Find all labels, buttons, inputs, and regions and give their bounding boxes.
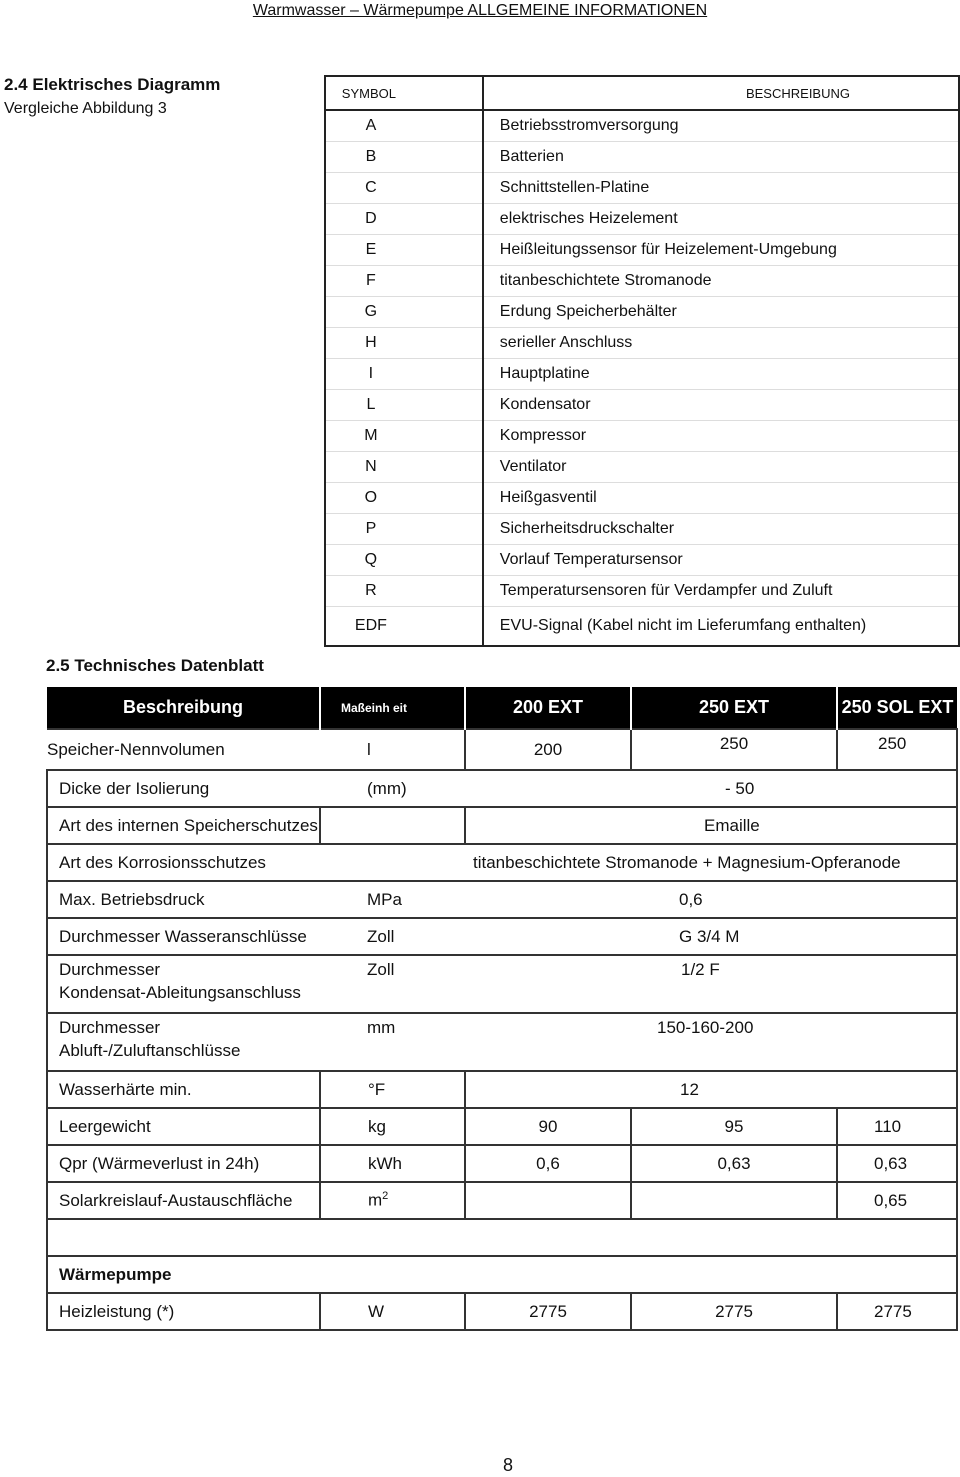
table-row [325, 576, 959, 607]
row-label-line-1: Durchmesser [59, 1018, 161, 1037]
row-label: Dicke der Isolierung [47, 770, 320, 807]
row-value: 150-160-200 [465, 1013, 957, 1071]
row-label: Heizleistung (*) [47, 1293, 320, 1330]
row-value: G 3/4 M [465, 918, 957, 955]
row-unit: l [320, 729, 465, 770]
table-row [47, 1182, 957, 1219]
table-row [325, 328, 959, 359]
table-row [325, 142, 959, 173]
row-section-label: Wärmepumpe [47, 1256, 957, 1293]
symbol-column-header: SYMBOL [325, 76, 483, 110]
row-value-250-sol: 0,65 [837, 1182, 957, 1219]
table-row [47, 1256, 957, 1293]
datasheet-header-row [47, 687, 957, 729]
header-250-sol-ext: 250 SOL EXT [837, 687, 957, 729]
row-value-250: 0,63 [631, 1145, 837, 1182]
symbol-cell: G [325, 297, 483, 328]
row-label: Art des internen Speicherschutzes [47, 807, 320, 844]
symbol-cell: D [325, 204, 483, 235]
row-unit: mm [320, 1013, 465, 1071]
row-label [47, 1013, 320, 1071]
description-cell: Schnittstellen-Platine [483, 173, 959, 204]
description-cell: Erdung Speicherbehälter [483, 297, 959, 328]
row-label-line-2: Abluft-/Zuluftanschlüsse [59, 1041, 241, 1060]
table-row [325, 266, 959, 297]
row-value-250: 250 [631, 729, 837, 770]
table-row [47, 770, 957, 807]
section-subtitle: Vergleiche Abbildung 3 [4, 100, 167, 117]
description-cell: Kondensator [483, 390, 959, 421]
table-row [47, 1108, 957, 1145]
table-row [47, 844, 957, 881]
row-label [47, 955, 320, 1013]
table-row [325, 235, 959, 266]
row-value: titanbeschichtete Stromanode + Magnesium-Opferanode [465, 844, 957, 881]
description-cell: Vorlauf Temperatursensor [483, 545, 959, 576]
row-unit [320, 1182, 465, 1219]
table-row [47, 918, 957, 955]
symbol-cell: B [325, 142, 483, 173]
table-row [47, 1071, 957, 1108]
description-cell: Ventilator [483, 452, 959, 483]
table-row [47, 1145, 957, 1182]
description-cell: Betriebsstromversorgung [483, 110, 959, 142]
table-row [325, 173, 959, 204]
row-label: Art des Korrosionsschutzes [47, 844, 320, 881]
row-label: Leergewicht [47, 1108, 320, 1145]
header-250-ext: 250 EXT [631, 687, 837, 729]
description-cell: Heißleitungssensor für Heizelement-Umgebung [483, 235, 959, 266]
symbol-cell: I [325, 359, 483, 390]
row-value-200: 0,6 [465, 1145, 631, 1182]
header-200-ext: 200 EXT [465, 687, 631, 729]
row-label: Speicher-Nennvolumen [47, 729, 320, 770]
row-value: Emaille [465, 807, 957, 844]
row-label: Durchmesser Wasseranschlüsse [47, 918, 320, 955]
description-cell: titanbeschichtete Stromanode [483, 266, 959, 297]
table-row [325, 110, 959, 142]
description-cell: Batterien [483, 142, 959, 173]
row-value-250: 95 [631, 1108, 837, 1145]
page-header: Warmwasser – Wärmepumpe ALLGEMEINE INFORMATIONEN [252, 2, 708, 19]
row-label: Wasserhärte min. [47, 1071, 320, 1108]
row-value-250-sol: 250 [837, 729, 957, 770]
symbol-cell: E [325, 235, 483, 266]
symbol-table-body [325, 110, 959, 646]
row-unit: °F [320, 1071, 465, 1108]
table-row [325, 390, 959, 421]
row-value: 0,6 [465, 881, 957, 918]
description-column-header: BESCHREIBUNG [483, 76, 959, 110]
row-unit: (mm) [320, 770, 465, 807]
symbol-cell: P [325, 514, 483, 545]
row-value-200: 2775 [465, 1293, 631, 1330]
section-title-datasheet: 2.5 Technisches Datenblatt [46, 656, 264, 675]
row-label-line-1: Durchmesser [59, 960, 161, 979]
row-value: - 50 [465, 770, 957, 807]
table-row [325, 204, 959, 235]
table-row [325, 545, 959, 576]
table-row [325, 359, 959, 390]
row-unit: Zoll [320, 955, 465, 1013]
table-row [47, 729, 957, 770]
symbol-cell: F [325, 266, 483, 297]
table-row [47, 807, 957, 844]
symbol-cell: M [325, 421, 483, 452]
row-value-250-sol: 110 [837, 1108, 957, 1145]
symbol-cell: C [325, 173, 483, 204]
table-row [325, 297, 959, 328]
table-row [47, 881, 957, 918]
row-label: Qpr (Wärmeverlust in 24h) [47, 1145, 320, 1182]
description-cell: Hauptplatine [483, 359, 959, 390]
row-unit: kWh [320, 1145, 465, 1182]
description-cell: Kompressor [483, 421, 959, 452]
row-value-250: 2775 [631, 1293, 837, 1330]
row-value: 12 [465, 1071, 957, 1108]
symbol-cell: O [325, 483, 483, 514]
table-row [325, 452, 959, 483]
table-row [47, 1293, 957, 1330]
row-unit: Zoll [320, 918, 465, 955]
table-row [47, 1013, 957, 1071]
description-cell: Sicherheitsdruckschalter [483, 514, 959, 545]
row-value-200: 200 [465, 729, 631, 770]
unit-superscript: 2 [382, 1190, 389, 1203]
row-label-line-2: Kondensat-Ableitungsanschluss [59, 983, 301, 1002]
row-value: 1/2 F [465, 955, 957, 1013]
table-row [325, 514, 959, 545]
table-row [325, 483, 959, 514]
section-title-electrical-diagram: 2.4 Elektrisches Diagramm [4, 75, 221, 94]
table-row [325, 421, 959, 452]
description-cell: elektrisches Heizelement [483, 204, 959, 235]
table-row [325, 607, 959, 647]
symbol-cell: N [325, 452, 483, 483]
symbol-cell: A [325, 110, 483, 142]
row-value-200: 90 [465, 1108, 631, 1145]
header-description: Beschreibung [47, 687, 320, 729]
header-unit: Maßeinh eit [320, 687, 465, 729]
symbol-cell: H [325, 328, 483, 359]
row-unit: kg [320, 1108, 465, 1145]
table-row-empty [47, 1219, 957, 1256]
unit-base: m [368, 1190, 383, 1210]
datasheet-table [46, 687, 958, 1331]
table-row [47, 955, 957, 1013]
row-label: Solarkreislauf-Austauschfläche [47, 1182, 320, 1219]
symbol-cell: Q [325, 545, 483, 576]
row-label: Max. Betriebsdruck [47, 881, 320, 918]
description-cell: Temperatursensoren für Verdampfer und Zuluft [483, 576, 959, 607]
row-unit: MPa [320, 881, 465, 918]
row-value-250-sol: 2775 [837, 1293, 957, 1330]
row-unit: W [320, 1293, 465, 1330]
symbol-cell: EDF [325, 607, 483, 647]
description-cell: serieller Anschluss [483, 328, 959, 359]
symbol-cell: L [325, 390, 483, 421]
page-number: 8 [502, 1455, 513, 1475]
description-cell: Heißgasventil [483, 483, 959, 514]
symbol-table [324, 75, 960, 647]
description-cell: EVU-Signal (Kabel nicht im Lieferumfang enthalten) [499, 617, 867, 634]
symbol-cell: R [325, 576, 483, 607]
row-value-250-sol: 0,63 [837, 1145, 957, 1182]
